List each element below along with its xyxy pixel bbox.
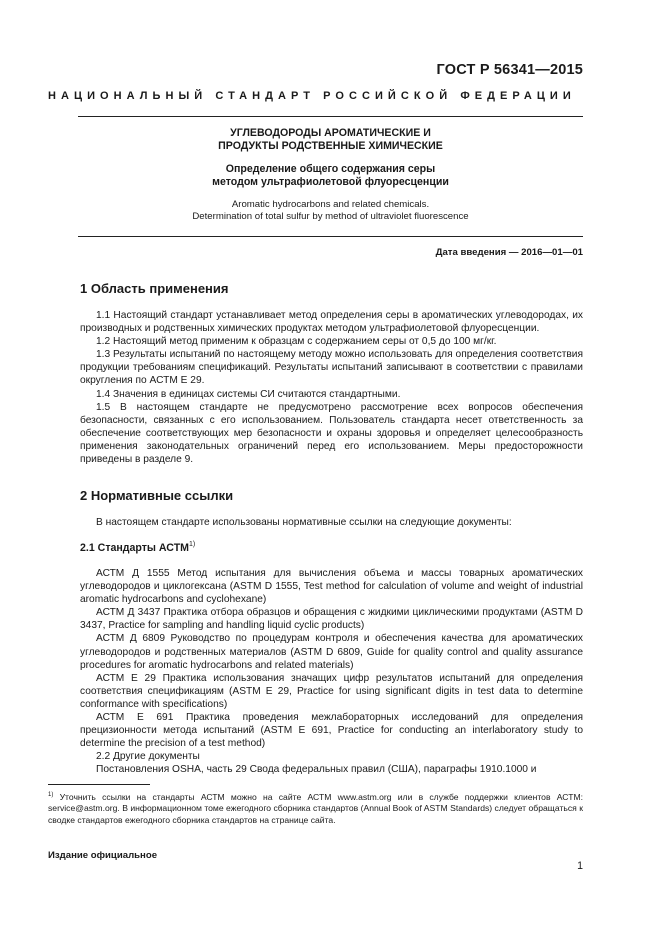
title-line-2: ПРОДУКТЫ РОДСТВЕННЫЕ ХИМИЧЕСКИЕ xyxy=(218,140,443,152)
subtitle-line-2: методом ультрафиолетовой флуоресценции xyxy=(212,176,449,188)
reference-item: АСТМ Д 6809 Руководство по процедурам контроля и обеспечения качества для ароматических углеводородов и родственных материалов (ASTM D 6809, Guide for quality control and quality assurance procedures for aromatic hydrocarbons and related materials) xyxy=(80,633,583,671)
title-bottom-rule xyxy=(78,236,583,237)
footnote xyxy=(48,790,583,826)
paragraph-1-5: 1.5 В настоящем стандарте не предусмотрено рассмотрение всех вопросов обеспечения безопасности, связанных с его использованием. Пользователь стандарта несет ответственность за обеспечение соответствующих мер безопасности и охраны здоровья и определяет целесообразность применения законодательных ограничений перед его использованием. Меры предосторожности приведены в разделе 9. xyxy=(80,401,583,466)
subsection-2-1-title: 2.1 Стандарты АСТМ xyxy=(80,542,189,554)
reference-item: АСТМ Д 3437 Практика отбора образцов и обращения с жидкими циклическими продуктами (ASTM D 3437, Practice for sampling and handling liquid cyclic products) xyxy=(80,607,583,632)
national-standard-banner: НАЦИОНАЛЬНЫЙ СТАНДАРТ РОССИЙСКОЙ ФЕДЕРАЦИИ xyxy=(48,90,576,102)
english-title-line-2: Determination of total sulfur by method of ultraviolet fluorescence xyxy=(192,211,469,222)
osha-paragraph: Постановления OSHA, часть 29 Свода федеральных правил (США), параграфы 1910.1000 и xyxy=(96,764,537,776)
page-number: 1 xyxy=(577,860,583,872)
footnote-text: Уточнить ссылки на стандарты АСТМ можно на сайте АСТМ www.astm.org или в службе поддержки клиентов АСТМ: service@astm.org. В информационном томе ежегодного сборника стандартов (Annual Book of ASTM Standards) следует обращаться к сводке стандартов ежегодного сборника стандартов на странице сайта. xyxy=(48,792,583,825)
section-2-intro-text: В настоящем стандарте использованы нормативные ссылки на следующие документы: xyxy=(96,517,512,528)
introduction-date: Дата введения — 2016—01—01 xyxy=(435,247,583,258)
paragraph-1-3: 1.3 Результаты испытаний по настоящему методу можно использовать для определения соответствия продукции требованиям спецификаций. Результаты испытаний записывают в соответствии с правилами округления по АСТМ Е 29. xyxy=(80,349,583,387)
footnote-separator xyxy=(48,784,150,785)
footnote-mark: 1) xyxy=(48,792,54,798)
standard-code: ГОСТ Р 56341—2015 xyxy=(436,62,583,78)
english-title-line-1: Aromatic hydrocarbons and related chemicals. xyxy=(231,199,430,210)
subtitle-line-1: Определение общего содержания серы xyxy=(225,163,436,175)
title-line-1: УГЛЕВОДОРОДЫ АРОМАТИЧЕСКИЕ И xyxy=(230,127,431,139)
official-edition-label: Издание официальное xyxy=(48,850,158,861)
paragraph-1-2: 1.2 Настоящий метод применим к образцам с содержанием серы от 0,5 до 100 мг/кг. xyxy=(96,336,497,348)
reference-item: АСТМ Е 691 Практика проведения межлабораторных исследований для определения прецизионности метода испытаний (ASTM E 691, Practice for conducting an interlaboratory study to determine the precision of a test method) xyxy=(80,712,583,750)
subsection-2-2: 2.2 Другие документы xyxy=(96,751,200,763)
footnote-reference: 1) xyxy=(189,541,196,548)
section-2-heading: 2 Нормативные ссылки xyxy=(80,488,234,503)
section-1-body xyxy=(80,309,583,466)
title-top-rule xyxy=(78,116,583,117)
astm-references-list xyxy=(80,567,583,777)
subsection-2-1-heading xyxy=(80,541,195,554)
reference-item: АСТМ Е 29 Практика использования значащих цифр результатов испытаний для определения соответствия спецификациям (ASTM E 29, Practice for using significant digits in test data to determine conformance with specifications) xyxy=(80,672,583,710)
section-2-intro xyxy=(80,516,583,529)
paragraph-1-1: 1.1 Настоящий стандарт устанавливает метод определения серы в ароматических углеводородах, их производных и родственных химических продуктах методом ультрафиолетовой флуоресценции. xyxy=(80,310,583,335)
paragraph-1-4: 1.4 Значения в единицах системы СИ считаются стандартными. xyxy=(96,388,401,400)
title-block xyxy=(78,127,583,223)
section-1-heading: 1 Область применения xyxy=(80,281,229,296)
reference-item: АСТМ Д 1555 Метод испытания для вычисления объема и массы товарных ароматических углеводородов и циклогексана (ASTM D 1555, Test method for calculation of volume and weight of industrial aromatic hydrocarbons and cyclohexane) xyxy=(80,568,583,606)
